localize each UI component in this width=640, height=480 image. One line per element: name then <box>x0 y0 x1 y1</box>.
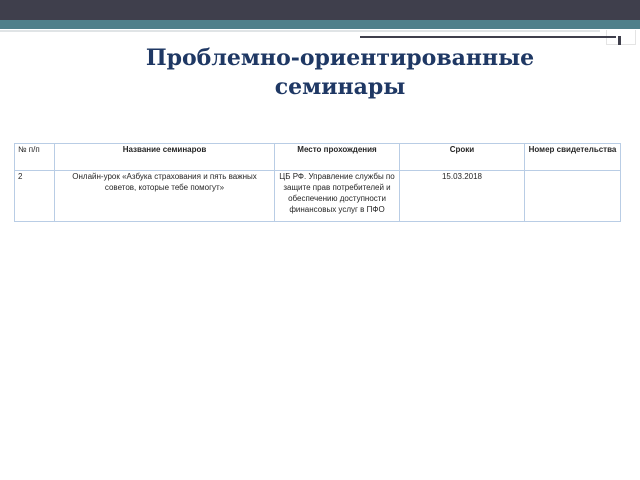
table-header-row <box>15 144 621 171</box>
table-row <box>15 171 621 222</box>
top-decoration-rule <box>360 36 616 38</box>
top-decoration-dark <box>0 0 640 20</box>
header-certificate: Номер свидетельства <box>525 144 621 171</box>
top-decoration-line <box>0 30 600 32</box>
cell-number: 2 <box>15 171 55 222</box>
top-decoration-tick <box>618 36 621 45</box>
seminars-table <box>14 143 621 222</box>
cell-certificate <box>525 171 621 222</box>
cell-dates: 15.03.2018 <box>400 171 525 222</box>
top-decoration-teal <box>0 20 640 29</box>
slide-title <box>80 44 600 102</box>
header-place: Место прохождения <box>275 144 400 171</box>
cell-place: ЦБ РФ. Управление службы по защите прав потребителей и обеспечению доступности финансовых услуг в ПФО <box>275 171 400 222</box>
slide-title-line-2: семинары <box>274 74 406 100</box>
cell-seminar-name: Онлайн-урок «Азбука страхования и пять важных советов, которые тебе помогут» <box>55 171 275 222</box>
slide-title-line-1: Проблемно-ориентированные <box>145 45 535 71</box>
header-dates: Сроки <box>400 144 525 171</box>
header-seminar-name: Название семинаров <box>55 144 275 171</box>
header-number: № п/п <box>15 144 55 171</box>
